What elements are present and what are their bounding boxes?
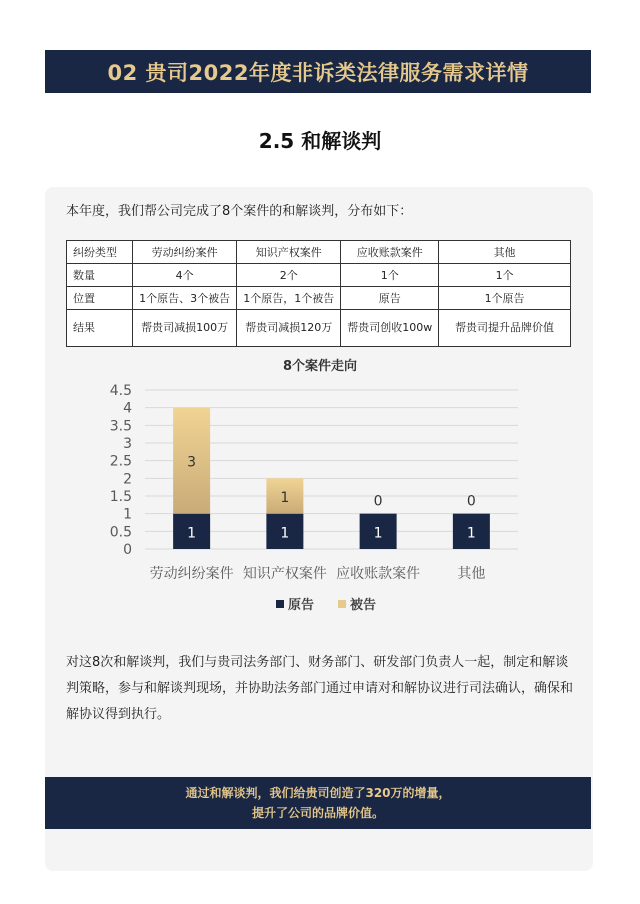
bar-chart — [0, 370, 640, 620]
table-cell: 4个 — [133, 264, 237, 287]
legend-label: 原告 — [288, 598, 315, 613]
x-tick-label: 应收账款案件 — [336, 566, 421, 582]
x-tick-label: 知识产权案件 — [242, 566, 327, 582]
data-label: 0 — [466, 493, 476, 510]
x-tick-label: 劳动纠纷案件 — [149, 566, 234, 582]
header-title: 02 贵司2022年度非诉类法律服务需求详情 — [107, 60, 529, 85]
y-tick-label: 3.5 — [109, 418, 132, 435]
y-tick-label: 4 — [123, 400, 132, 417]
table-cell: 1个 — [341, 264, 439, 287]
table-cell: 劳动纠纷案件 — [133, 241, 237, 264]
footer-banner — [45, 777, 591, 829]
table-cell: 原告 — [341, 287, 439, 310]
y-tick-label: 4.5 — [109, 383, 132, 399]
table-cell: 帮贵司创收100w — [341, 310, 439, 347]
footer-line-2: 提升了公司的品牌价值。 — [251, 806, 384, 820]
table-cell: 帮贵司提升品牌价值 — [439, 310, 571, 347]
y-tick-label: 1 — [123, 506, 132, 523]
y-tick-label: 1.5 — [109, 489, 132, 505]
legend-label: 被告 — [350, 598, 377, 613]
y-tick-label: 0.5 — [109, 524, 132, 541]
data-label: 1 — [466, 525, 476, 542]
data-label: 3 — [187, 454, 197, 471]
table-cell: 应收账款案件 — [341, 241, 439, 264]
table-cell: 2个 — [237, 264, 341, 287]
y-tick-label: 0 — [123, 542, 132, 558]
footer-line-1: 通过和解谈判，我们给贵司创造了320万的增量， — [185, 786, 451, 800]
body-paragraph: 对这8次和解谈判，我们与贵司法务部门、财务部门、研发部门负责人一起，制定和解谈判策略，参与和解谈判现场，并协助法务部门通过申请对和解协议进行司法确认，确保和解协议得到执行。 — [66, 655, 574, 722]
table-cell: 1个原告、3个被告 — [133, 287, 237, 310]
cases-table — [66, 240, 571, 347]
legend-swatch — [338, 600, 346, 608]
table-cell: 帮贵司减损100万 — [133, 310, 237, 347]
y-tick-label: 2 — [123, 471, 132, 488]
data-label: 1 — [373, 525, 383, 542]
table-cell: 1个原告 — [439, 287, 571, 310]
section-title: 2.5 和解谈判 — [258, 129, 382, 153]
table-cell: 位置 — [67, 287, 133, 310]
table-cell: 1个原告，1个被告 — [237, 287, 341, 310]
table-cell: 知识产权案件 — [237, 241, 341, 264]
chart-title: 8个案件走向 — [282, 359, 358, 374]
table-cell: 结果 — [67, 310, 133, 347]
table-cell: 帮贵司减损120万 — [237, 310, 341, 347]
table-cell: 其他 — [439, 241, 571, 264]
table-cell: 数量 — [67, 264, 133, 287]
header-bar — [45, 50, 591, 93]
table-row — [67, 287, 571, 310]
data-label: 1 — [187, 525, 197, 542]
table-cell: 1个 — [439, 264, 571, 287]
table-cell: 纠纷类型 — [67, 241, 133, 264]
intro-text: 本年度，我们帮公司完成了8个案件的和解谈判，分布如下： — [66, 204, 413, 219]
x-tick-label: 其他 — [457, 566, 486, 582]
data-label: 0 — [373, 493, 383, 510]
y-tick-label: 3 — [123, 436, 132, 452]
table-row — [67, 264, 571, 287]
table-row — [67, 241, 571, 264]
table-row — [67, 310, 571, 347]
y-tick-label: 2.5 — [109, 453, 132, 470]
data-label: 1 — [280, 525, 290, 542]
legend-swatch — [276, 600, 284, 608]
data-label: 1 — [280, 490, 290, 506]
